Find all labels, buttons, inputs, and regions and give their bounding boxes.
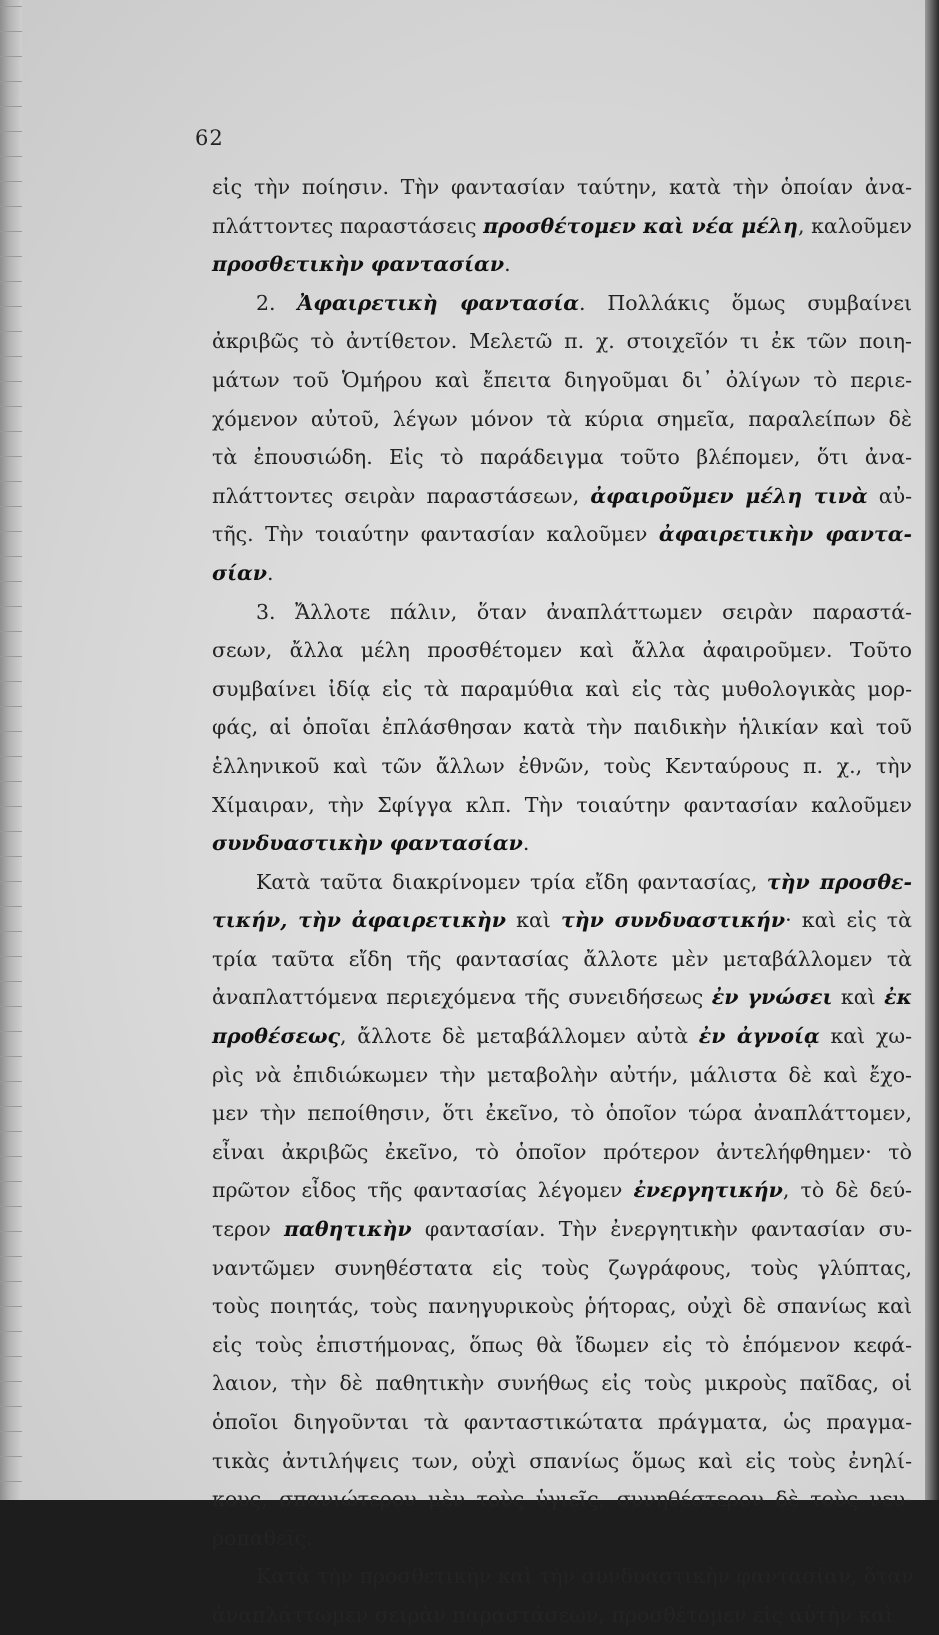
text-line xyxy=(212,1480,912,1519)
text-segment: τῆς. Τὴν τοιαύτην φαντασίαν καλοῦμεν xyxy=(212,522,659,547)
page-edge-line xyxy=(0,781,22,782)
emphasized-text: τὴν προσθε- xyxy=(766,869,912,894)
page-edge-line xyxy=(0,606,22,607)
text-line xyxy=(212,747,912,786)
text-line xyxy=(212,786,912,825)
text-line xyxy=(212,863,912,902)
text-line xyxy=(212,901,912,940)
text-line xyxy=(212,168,912,207)
text-segment: Κατὰ τὴν προσθετικὴν καὶ τὴν συνδυαστικὴν φαντασίαν, ὅταν xyxy=(256,1564,914,1589)
page-edge-line xyxy=(0,1456,22,1457)
text-line xyxy=(212,670,912,709)
page-edge-line xyxy=(0,906,22,907)
page-edge-line xyxy=(0,831,22,832)
text-line xyxy=(212,1133,912,1172)
page-edge-line xyxy=(0,1081,22,1082)
page-edge-line xyxy=(0,631,22,632)
text-line xyxy=(212,1596,912,1635)
text-line xyxy=(212,438,912,477)
text-line xyxy=(212,477,912,516)
page-edge-line xyxy=(0,531,22,532)
page-edge-line xyxy=(0,856,22,857)
text-segment: σεων, ἄλλα μέλη προσθέτομεν καὶ ἄλλα ἀφαιροῦμεν. Τοῦτο xyxy=(212,638,912,663)
page-edge-line xyxy=(0,31,22,32)
text-segment: ἀναπλαττόμενα περιεχόμενα τῆς συνειδήσεως xyxy=(212,985,712,1010)
page-stack-edge xyxy=(0,0,22,1500)
emphasized-text: ἐκ xyxy=(884,985,912,1010)
text-segment: εἶναι ἀκριβῶς ἐκεῖνο, τὸ ὁποῖον πρότερον ἀντελήφθημεν· τὸ xyxy=(212,1139,912,1164)
text-segment: καὶ χω- xyxy=(819,1024,912,1049)
page-edge-line xyxy=(0,356,22,357)
text-segment: τικὰς ἀντιλήψεις των, οὐχὶ σπανίως ὅμως καὶ εἰς τοὺς ἐνηλί- xyxy=(212,1448,912,1473)
page-edge-line xyxy=(0,181,22,182)
text-segment: τρία ταῦτα εἴδη τῆς φαντασίας ἄλλοτε μὲν μεταβάλλομεν τὰ xyxy=(212,946,912,971)
text-segment: ἀκριβῶς τὸ ἀντίθετον. Μελετῶ π. χ. στοιχεῖόν τι ἐκ τῶν ποιη- xyxy=(212,329,912,354)
text-segment: 2. xyxy=(256,290,298,315)
page-edge-line xyxy=(0,381,22,382)
emphasized-text: ἐνεργητικήν xyxy=(633,1178,783,1203)
text-line xyxy=(212,940,912,979)
text-segment: πρῶτον εἶδος τῆς φαντασίας λέγομεν xyxy=(212,1178,634,1203)
text-line xyxy=(212,1519,912,1558)
text-line xyxy=(212,1210,912,1249)
page-edge-line xyxy=(0,1206,22,1207)
text-line xyxy=(212,824,912,863)
page-edge-line xyxy=(0,931,22,932)
page-edge-line xyxy=(0,331,22,332)
page-edge-line xyxy=(0,106,22,107)
text-segment: λαιον, τὴν δὲ παθητικὴν συνήθως εἰς τοὺς μικροὺς παῖδας, οἱ xyxy=(212,1371,912,1396)
text-line xyxy=(212,1442,912,1481)
page-edge-line xyxy=(0,131,22,132)
page-edge-line xyxy=(0,406,22,407)
emphasized-text: ἐν γνώσει xyxy=(711,985,833,1010)
text-segment: ἀναπλάττωμεν σειρὰν παραστάσεων, προσθέτομεν εἰς αὐτὴν καὶ xyxy=(212,1602,894,1627)
text-line xyxy=(212,1056,912,1095)
text-line xyxy=(212,284,912,323)
page-edge-line xyxy=(0,881,22,882)
text-line xyxy=(212,1364,912,1403)
text-segment: ἑλληνικοῦ καὶ τῶν ἄλλων ἐθνῶν, τοὺς Κενταύρους π. χ., τὴν xyxy=(212,753,912,778)
page-edge-line xyxy=(0,431,22,432)
page-edge-line xyxy=(0,1356,22,1357)
page-edge-line xyxy=(0,56,22,57)
text-segment: , ἄλλοτε δὲ μεταβάλλομεν αὐτὰ xyxy=(340,1024,699,1049)
text-segment: φαντασίαν. Τὴν ἐνεργητικὴν φαντασίαν συ- xyxy=(411,1217,912,1242)
page-edge-line xyxy=(0,681,22,682)
page-edge-line xyxy=(0,1281,22,1282)
emphasized-text: παθητικὴν xyxy=(284,1217,412,1242)
text-segment: τερον xyxy=(212,1217,285,1242)
page-edge-line xyxy=(0,1231,22,1232)
page-edge-line xyxy=(0,956,22,957)
page-edge-line xyxy=(0,981,22,982)
page-edge-line xyxy=(0,1006,22,1007)
text-line xyxy=(212,554,912,593)
text-line xyxy=(212,1171,912,1210)
page-edge-line xyxy=(0,1256,22,1257)
page-edge-line xyxy=(0,1156,22,1157)
page-number: 62 xyxy=(195,126,224,150)
page-edge-line xyxy=(0,1331,22,1332)
text-segment: πλάττοντες σειρὰν παραστάσεων, xyxy=(212,483,591,508)
page-edge-line xyxy=(0,6,22,7)
emphasized-text: συνδυαστικὴν φαντασίαν xyxy=(212,831,523,856)
page-edge-line xyxy=(0,256,22,257)
page-edge-line xyxy=(0,306,22,307)
text-line xyxy=(212,1287,912,1326)
page-edge-line xyxy=(0,656,22,657)
text-line xyxy=(212,631,912,670)
emphasized-text: ἐν ἀγνοίᾳ xyxy=(698,1024,820,1049)
text-line xyxy=(212,978,912,1017)
text-line xyxy=(212,1017,912,1056)
page-edge-line xyxy=(0,1481,22,1482)
page-edge-line xyxy=(0,481,22,482)
page-edge-line xyxy=(0,1131,22,1132)
text-line xyxy=(212,361,912,400)
page-edge-line xyxy=(0,206,22,207)
text-segment: τὰ ἐπουσιώδη. Εἰς τὸ παράδειγμα τοῦτο βλέπομεν, ὅτι ἀνα- xyxy=(212,445,912,470)
text-segment: · καὶ εἰς τὰ xyxy=(785,908,912,933)
text-segment: . Πολλάκις ὅμως συμβαίνει xyxy=(579,290,912,315)
text-line xyxy=(212,1557,912,1596)
text-line xyxy=(212,207,912,246)
emphasized-text: ἀφαιροῦμεν μέλη τινὰ xyxy=(590,483,868,508)
text-line xyxy=(212,245,912,284)
text-line xyxy=(212,515,912,554)
text-segment: 3. Ἄλλοτε πάλιν, ὅταν ἀναπλάττωμεν σειρὰν παραστά- xyxy=(256,599,912,624)
text-segment: . xyxy=(522,831,530,856)
emphasized-text: τικήν, τὴν ἀφαιρετικὴν xyxy=(212,908,507,933)
text-line xyxy=(212,1326,912,1365)
page-edge-line xyxy=(0,1056,22,1057)
text-segment: συμβαίνει ἰδίᾳ εἰς τὰ παραμύθια καὶ εἰς τὰς μυθολογικὰς μορ- xyxy=(212,676,912,701)
text-line xyxy=(212,1249,912,1288)
text-segment: πλάττοντες παραστάσεις xyxy=(212,213,484,238)
page-edge-line xyxy=(0,1381,22,1382)
page-edge-line xyxy=(0,1181,22,1182)
text-segment: χόμενον αὐτοῦ, λέγων μόνον τὰ κύρια σημεῖα, παραλείπων δὲ xyxy=(212,406,912,431)
emphasized-text: ἀφαιρετικὴν φαντα- xyxy=(658,522,912,547)
emphasized-text: προσθέτομεν καὶ νέα μέλη xyxy=(483,213,798,238)
page-edge-line xyxy=(0,231,22,232)
text-segment: κους, σπανιώτερον μὲν τοὺς ὑγιεῖς, συνηθέστερον δὲ τοὺς νευ- xyxy=(212,1487,912,1512)
page-edge-line xyxy=(0,706,22,707)
text-segment: καὶ xyxy=(832,985,885,1010)
text-segment: . xyxy=(504,252,511,277)
emphasized-text: τὴν συνδυαστικήν xyxy=(560,908,786,933)
emphasized-text: σίαν xyxy=(212,560,268,585)
page-edge-line xyxy=(0,506,22,507)
text-line xyxy=(212,1403,912,1442)
text-segment: μάτων τοῦ Ὁμήρου καὶ ἔπειτα διηγοῦμαι δι᾽ ὀλίγων τὸ περιε- xyxy=(212,367,912,392)
page-edge-line xyxy=(0,456,22,457)
text-segment: αὐ- xyxy=(867,483,913,508)
body-text xyxy=(212,168,912,1635)
text-segment: ρὶς νὰ ἐπιδιώκωμεν τὴν μεταβολὴν αὐτήν, μάλιστα δὲ καὶ ἔχο- xyxy=(212,1062,912,1087)
page-edge-line xyxy=(0,1431,22,1432)
emphasized-text: Ἀφαιρετικὴ φαντασία xyxy=(297,290,580,315)
text-segment: τοὺς ποιητάς, τοὺς πανηγυρικοὺς ῥήτορας, οὐχὶ δὲ σπανίως καὶ xyxy=(212,1294,912,1319)
text-segment: Χίμαιραν, τὴν Σφίγγα κλπ. Τὴν τοιαύτην φαντασίαν καλοῦμεν xyxy=(212,792,912,817)
page-edge-line xyxy=(0,581,22,582)
binding-shadow xyxy=(925,0,939,1500)
emphasized-text: προθέσεως xyxy=(212,1024,341,1049)
emphasized-text: προσθετικὴν φαντασίαν xyxy=(212,252,505,277)
text-segment: φάς, αἱ ὁποῖαι ἐπλάσθησαν κατὰ τὴν παιδικὴν ἡλικίαν καὶ τοῦ xyxy=(212,715,912,740)
text-segment: καὶ xyxy=(506,908,561,933)
text-segment: ναντῶμεν συνηθέστατα εἰς τοὺς ζωγράφους, τοὺς γλύπτας, xyxy=(212,1255,912,1280)
text-segment: . xyxy=(267,560,274,585)
text-segment: μεν τὴν πεποίθησιν, ὅτι ἐκεῖνο, τὸ ὁποῖον τώρα ἀναπλάττομεν, xyxy=(212,1101,912,1126)
text-line xyxy=(212,593,912,632)
text-segment: , καλοῦμεν xyxy=(797,213,912,238)
text-segment: εἰς τὴν ποίησιν. Τὴν φαντασίαν ταύτην, κατὰ τὴν ὁποίαν ἀνα- xyxy=(212,175,912,199)
page-edge-line xyxy=(0,756,22,757)
text-line xyxy=(212,708,912,747)
page-edge-line xyxy=(0,556,22,557)
page-edge-line xyxy=(0,806,22,807)
page-edge-line xyxy=(0,281,22,282)
text-segment: ὁποῖοι διηγοῦνται τὰ φανταστικώτατα πράγματα, ὡς πραγμα- xyxy=(212,1410,912,1434)
page-edge-line xyxy=(0,1106,22,1107)
text-line xyxy=(212,1094,912,1133)
page-edge-line xyxy=(0,1031,22,1032)
text-segment: Κατὰ ταῦτα διακρίνομεν τρία εἴδη φαντασίας, xyxy=(256,869,767,894)
page-edge-line xyxy=(0,1306,22,1307)
text-line xyxy=(212,400,912,439)
page-edge-line xyxy=(0,81,22,82)
text-segment: , τὸ δὲ δεύ- xyxy=(782,1178,912,1203)
text-segment: εἰς τοὺς ἐπιστήμονας, ὅπως θὰ ἴδωμεν εἰς τὸ ἑπόμενον κεφά- xyxy=(212,1332,912,1357)
text-segment: ροπαθεῖς. xyxy=(212,1525,313,1550)
page-edge-line xyxy=(0,156,22,157)
page-edge-line xyxy=(0,1406,22,1407)
text-line xyxy=(212,322,912,361)
page-edge-line xyxy=(0,731,22,732)
